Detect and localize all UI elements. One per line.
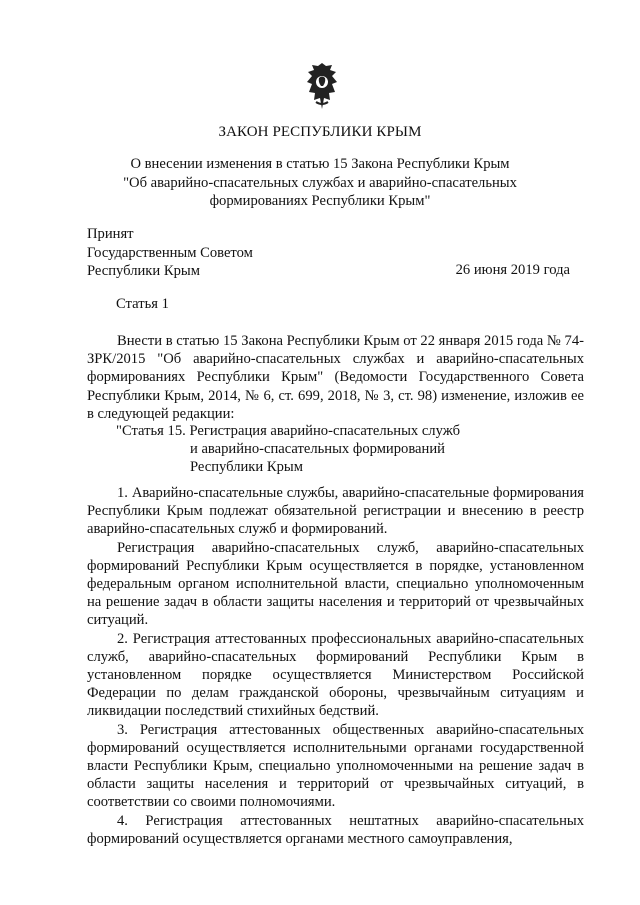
crimea-coat-of-arms-icon xyxy=(302,62,342,110)
article-body xyxy=(87,484,584,848)
adoption-date: 26 июня 2019 года xyxy=(455,262,570,278)
quoted-article-title xyxy=(116,422,460,477)
body-paragraph: 4. Регистрация аттестованных нештатных аварийно-спасательных формирований осуществляется органами местного самоуправления, xyxy=(87,812,584,847)
subtitle-line: О внесении изменения в статью 15 Закона Республики Крым xyxy=(130,156,510,172)
adoption-line: Республики Крым xyxy=(87,263,200,279)
quote-line: "Статья 15. Регистрация аварийно-спасательных служб xyxy=(116,423,461,439)
body-paragraph: 2. Регистрация аттестованных профессиональных аварийно-спасательных служб, аварийно-спасательных формирований Республики Крым в установленном порядке осуществляется Министерством Российской Федерации по делам гражданской обороны, чрезвычайным ситуациям и ликвидации последствий стихийных бедствий. xyxy=(87,630,584,720)
adoption-block xyxy=(87,225,253,281)
article-heading: Статья 1 xyxy=(116,296,169,312)
article-intro xyxy=(87,332,584,423)
law-subtitle xyxy=(100,155,540,211)
adoption-line: Принят xyxy=(87,226,134,242)
body-paragraph: Регистрация аварийно-спасательных служб, аварийно-спасательных формирований Республики Крым осуществляется в порядке, установленном федеральным органом исполнительной власти, специально уполномоченным на решение задач в области защиты населения и территорий от чрезвычайных ситуаций. xyxy=(87,539,584,629)
quote-line: Республики Крым xyxy=(190,459,303,476)
intro-paragraph: Внести в статью 15 Закона Республики Крым от 22 января 2015 года № 74-ЗРК/2015 "Об аварийно-спасательных службах и аварийно-спасательных формированиях Республики Крым" (Ведомости Государственного Совета Республики Крым, 2014, № 6, ст. 699, 2018, № 3, ст. 98) изменение, изложив ее в следующей редакции: xyxy=(87,333,584,422)
law-title: ЗАКОН РЕСПУБЛИКИ КРЫМ xyxy=(218,124,422,140)
adoption-line: Государственным Советом xyxy=(87,244,253,261)
body-paragraph: 3. Регистрация аттестованных общественных аварийно-спасательных формирований осуществляется исполнительными органами государственной власти Республики Крым, специально уполномоченными на решение задач в области защиты населения и территорий от чрезвычайных ситуаций, в соответствии со своими полномочиями. xyxy=(87,721,584,811)
body-paragraph: 1. Аварийно-спасательные службы, аварийно-спасательные формирования Республики Крым подлежат обязательной регистрации и внесению в реестр аварийно-спасательных служб и формирований. xyxy=(87,485,584,538)
subtitle-line: "Об аварийно-спасательных службах и аварийно-спасательных xyxy=(123,174,517,191)
quote-line: и аварийно-спасательных формирований xyxy=(190,441,445,458)
subtitle-line: формированиях Республики Крым" xyxy=(209,193,431,209)
